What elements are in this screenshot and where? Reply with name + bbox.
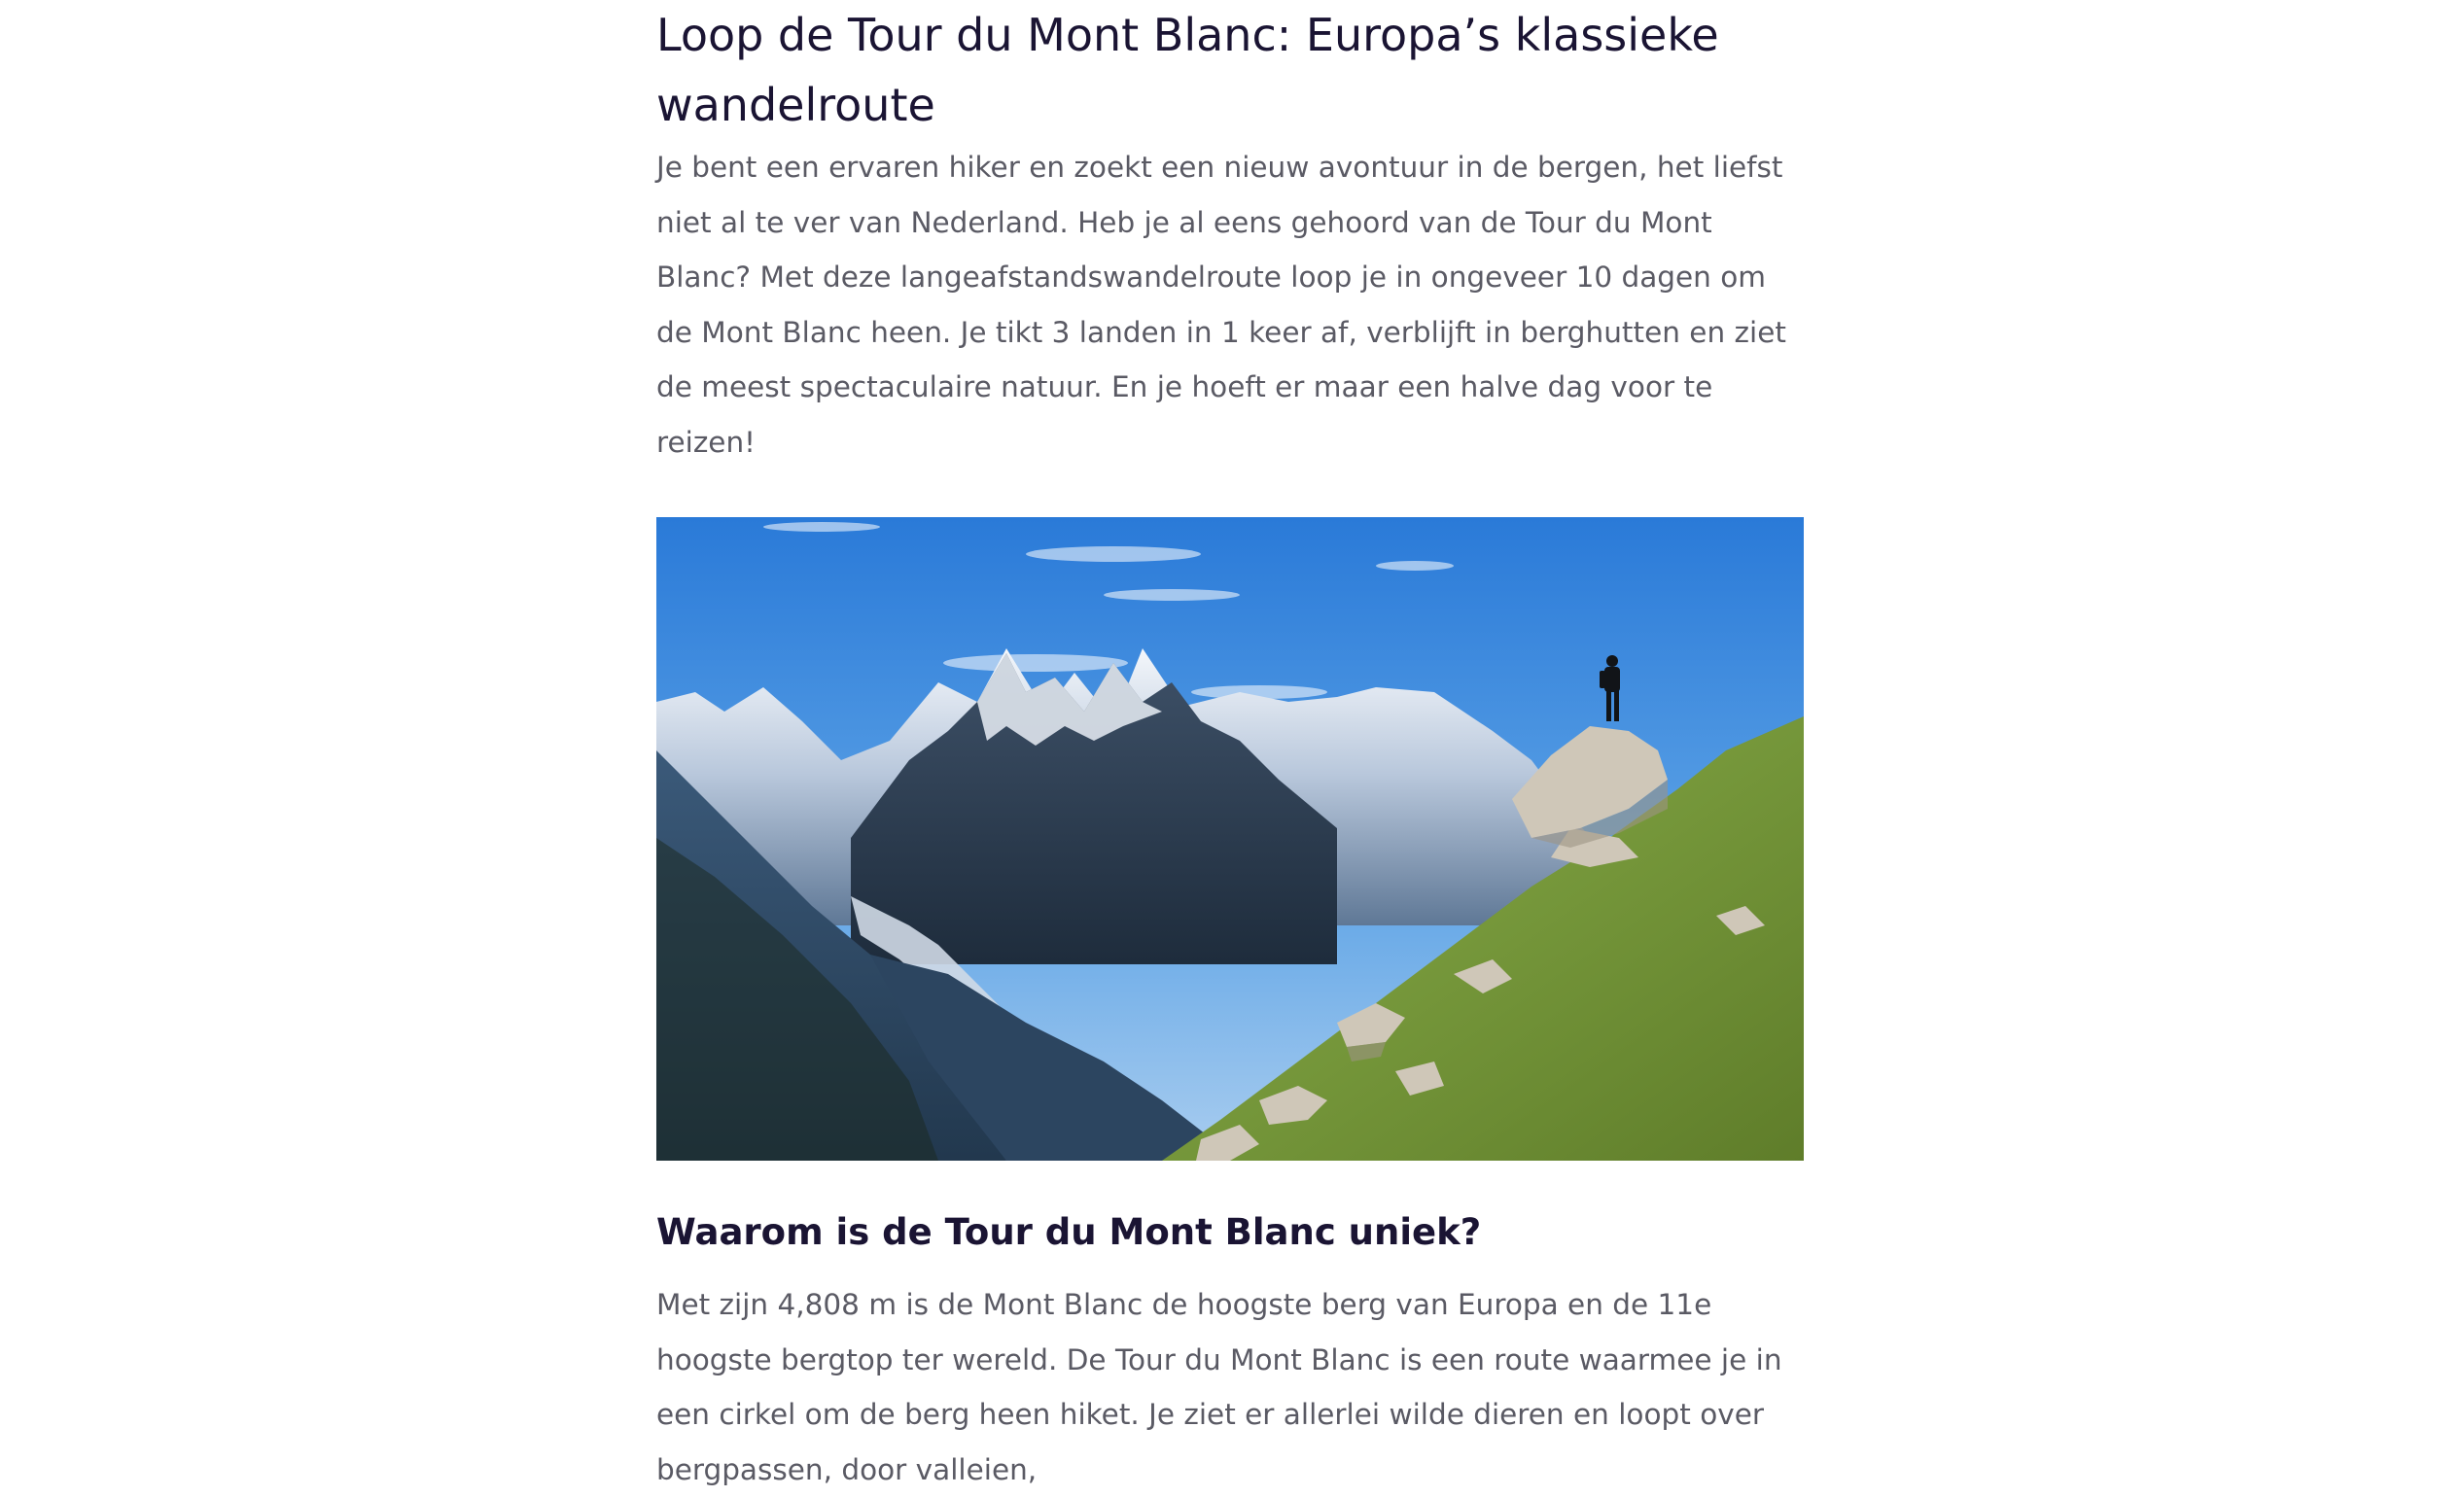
- section-heading: Waarom is de Tour du Mont Blanc uniek?: [656, 1211, 1482, 1253]
- article: [656, 0, 1804, 1497]
- section-paragraph: Met zijn 4,808 m is de Mont Blanc de hoogste berg van Europa en de 11e hoogste bergtop ter wereld. De Tour du Mont Blanc is een route waarmee je in een cirkel om de berg heen hiket. Je ziet er allerlei wilde dieren en loopt over bergpassen, door valleien,: [656, 1288, 1782, 1486]
- page-title: Loop de Tour du Mont Blanc: Europa’s klassieke wandelroute: [656, 9, 1719, 131]
- hero-image-mont-blanc: [656, 517, 1804, 1161]
- mountain-landscape-illustration: [656, 517, 1804, 1161]
- intro-paragraph: Je bent een ervaren hiker en zoekt een nieuw avontuur in de bergen, het liefst niet al te ver van Nederland. Heb je al eens gehoord van de Tour du Mont Blanc? Met deze langeafstandswandelroute loop je in ongeveer 10 dagen om de Mont Blanc heen. Je tikt 3 landen in 1 keer af, verblijft in berghutten en ziet de meest spectaculaire natuur. En je hoeft er maar een halve dag voor te reizen!: [656, 151, 1786, 459]
